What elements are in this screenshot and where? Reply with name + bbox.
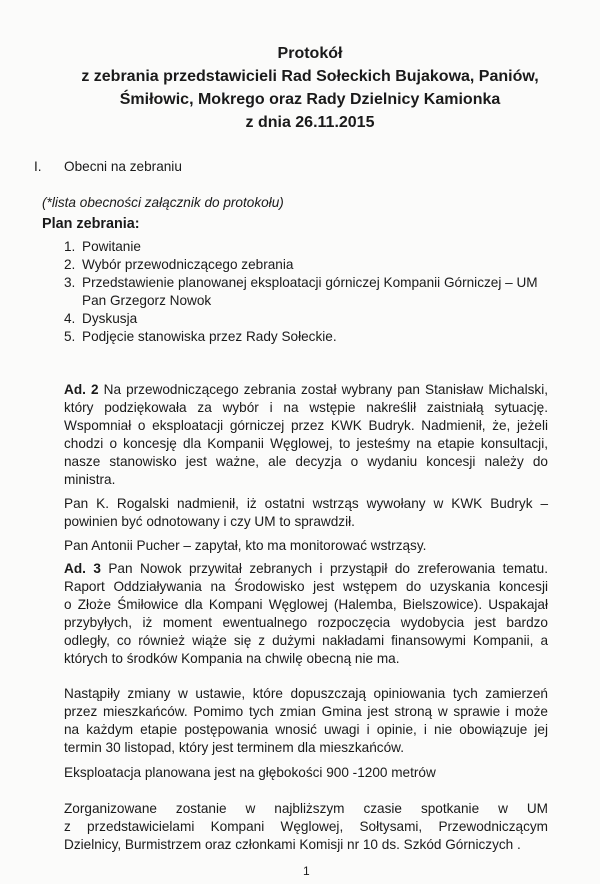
page-number: 1 [303,864,310,878]
plan-heading: Plan zebrania: [42,216,140,232]
paragraph-line: nasze stanowisko jest ważne, ale decyzja o wydaniu koncesji należy do [64,454,548,469]
document-date: z dnia 26.11.2015 [245,114,375,131]
list-item: 5. Podjęcie stanowiska przez Rady Sołeckie. [64,329,337,344]
paragraph-line: na każdym etapie postępowania wnosić uwagi i opinie, i nie obowiązuje jej [64,722,548,737]
list-item-continuation: Pan Grzegorz Nowok [82,293,212,308]
paragraph-line: których to środków Kompania na chwilę obecną nie ma. [64,651,400,666]
paragraph-line: Wspomniał o eksploatacji górniczej przez KWK Budryk. Nadmienił, że, jeżeli [64,418,548,433]
section-heading: Obecni na zebraniu [64,159,182,174]
pucher-paragraph: Pan Antonii Pucher – zapytał, kto ma monitorować wstrząsy. [64,538,427,553]
list-item: 2. Wybór przewodniczącego zebrania [64,257,294,272]
ad2-label: Ad. 2 [64,382,99,397]
paragraph-line: Raport Oddziaływania na Środowisko jest wstępem do uzyskania koncesji [64,579,548,594]
attendance-note: (*lista obecności załącznik do protokołu) [42,195,284,210]
paragraph-line: z przedstawicielami Kompani Węglowej, Sołtysami, Przewodniczącym [64,819,548,834]
list-item: 3. Przedstawienie planowanej eksploatacji górniczej Kompanii Górniczej – UM [64,275,538,290]
paragraph-line: przybyłych, iż moment ewentualnego rozpoczęcia wydobycia jest bardzo [64,615,548,630]
paragraph-line: przez mieszkańców. Pomimo tych zmian Gmina jest stroną w sprawie i może [64,704,548,719]
paragraph-line: o Złoże Śmiłowice dla Kompani Węglowej (Halemba, Bielszowice). Uspakajał [64,597,548,612]
paragraph-line: Dzielnicy, Burmistrzem oraz członkami Komisji nr 10 ds. Szkód Górniczych . [64,837,521,852]
paragraph-line: który podziękowała za wybór i na wstępie nakreślił zaistniałą sytuację. [64,400,548,415]
paragraph-line: Zorganizowane zostanie w najbliższym czasie spotkanie w UM [64,801,548,816]
depth-paragraph: Eksploatacja planowana jest na głębokości 900 -1200 metrów [64,765,436,780]
list-item: 1. Powitanie [64,239,141,254]
list-item: 4. Dyskusja [64,311,138,326]
paragraph-line: Ad. 3 Pan Nowok przywitał zebranych i przystąpił do zreferowania tematu. [64,561,548,576]
paragraph-line: powinien być odnotowany i czy UM to sprawdził. [64,514,355,529]
section-numeral: I. [34,159,42,174]
paragraph-line: chodzi o koncesję dla Kompanii Węglowej, to jesteśmy na etapie konsultacji, [64,436,548,451]
ad3-label: Ad. 3 [64,561,101,576]
paragraph-line: Nastąpiły zmiany w ustawie, które dopuszczają opiniowania tych zamierzeń [64,686,548,701]
paragraph-line: termin 30 listopad, który jest terminem dla mieszkańców. [64,740,404,755]
document-title-line-3: Śmiłowic, Mokrego oraz Rady Dzielnicy Kamionka [119,91,501,108]
paragraph-line: Pan K. Rogalski nadmienił, iż ostatni wstrząs wywołany w KWK Budryk – [64,496,548,511]
paragraph-line: Ad. 2 Na przewodniczącego zebrania został wybrany pan Stanisław Michalski, [64,382,548,397]
paragraph-line: ministra. [64,472,116,487]
document-title-line-2: z zebrania przedstawicieli Rad Sołeckich Bujakowa, Paniów, [81,68,539,85]
paragraph-line: odległy, co również wiąże się z dużymi nakładami finansowymi Kompanii, a [64,633,548,648]
document-title: Protokół [277,45,343,62]
